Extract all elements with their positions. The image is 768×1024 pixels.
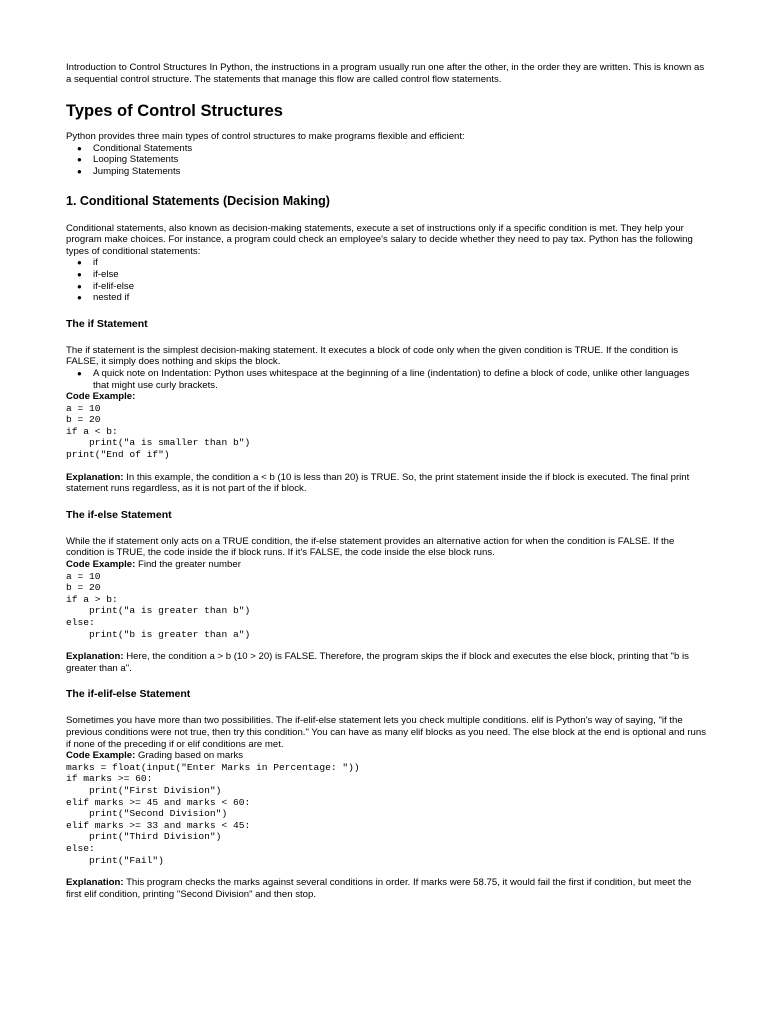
code-block: marks = float(input("Enter Marks in Percentage: ")) if marks >= 60: print("First Division") elif marks >= 45 and marks < 60: print("Second Division") elif marks >= 33 and marks < 45: print("Third Division") else: print("Fail"): [66, 761, 360, 866]
code-example-line: [66, 559, 706, 571]
code-example-description: Find the greater number: [135, 559, 241, 571]
explanation-text: Here, the condition a > b (10 > 20) is FALSE. Therefore, the program skips the if block and executes the else block, printing that "b is greater than a".: [66, 651, 689, 674]
code-block: a = 10 b = 20 if a > b: print("a is greater than b") else: print("b is greater than a"): [66, 570, 251, 640]
code-example-label: Code Example:: [66, 559, 136, 571]
types-list: [66, 143, 706, 178]
conditional-types-list: [66, 257, 706, 303]
explanation-paragraph: [66, 877, 706, 900]
conditional-heading: 1. Conditional Statements (Decision Making): [66, 193, 330, 208]
intro-paragraph: Introduction to Control Structures In Python, the instructions in a program usually run one after the other, in the order they are written. This is known as a sequential control structure. The statements that manage this flow are called control flow statements.: [66, 62, 705, 85]
if-elif-else-heading: The if-elif-else Statement: [66, 688, 191, 701]
list-item: ● if-else: [93, 269, 706, 281]
list-item: ● Looping Statements: [93, 154, 706, 166]
code-example-label: Code Example:: [66, 391, 136, 403]
if-statement-heading: The if Statement: [66, 317, 148, 330]
indentation-note: ● A quick note on Indentation: Python uses whitespace at the beginning of a line (indentation) to define a block of code, unlike other languages that might use curly brackets.: [93, 368, 706, 391]
types-heading: Types of Control Structures: [66, 102, 283, 121]
code-example-line: [66, 750, 706, 762]
explanation-label: Explanation:: [66, 877, 124, 889]
list-item: ● Conditional Statements: [93, 143, 706, 155]
if-else-heading: The if-else Statement: [66, 508, 172, 521]
explanation-label: Explanation:: [66, 471, 124, 483]
code-example-label: Code Example:: [66, 750, 136, 762]
types-paragraph: Python provides three main types of control structures to make programs flexible and efficient:: [66, 131, 465, 143]
conditional-paragraph: Conditional statements, also known as decision-making statements, execute a set of instructions only if a specific condition is met. They help your program make choices. For instance, a program could check an employee's salary to decide whether they need to pay tax. Python has the following types of conditional statements:: [66, 222, 693, 257]
if-elif-else-paragraph: Sometimes you have more than two possibilities. The if-elif-else statement lets you check multiple conditions. elif is Python's way of saying, "if the previous conditions were not true, then try this condition." You can have as many elif blocks as you need. The else block at the end is optional and runs if none of the preceding if or elif conditions are met.: [66, 715, 707, 750]
if-statement-paragraph: The if statement is the simplest decision-making statement. It executes a block of code only when the given condition is TRUE. If the condition is FALSE, it simply does nothing and skips the block.: [66, 344, 678, 368]
list-item: ● if: [93, 257, 706, 269]
code-example-description: Grading based on marks: [135, 750, 244, 762]
explanation-paragraph: [66, 472, 706, 495]
code-example-line: [66, 391, 706, 403]
explanation-paragraph: [66, 651, 706, 674]
list-item: ● Jumping Statements: [93, 166, 706, 178]
document-page: [66, 62, 706, 900]
list-item: ● if-elif-else: [93, 281, 706, 293]
explanation-text: This program checks the marks against several conditions in order. If marks were 58.75, it would fail the first if condition, but meet the first elif condition, printing "Second Division" and then stop.: [66, 877, 692, 900]
explanation-text: In this example, the condition a < b (10 is less than 20) is TRUE. So, the print statement inside the if block is executed. The final print statement runs regardless, as it is not part of the if block.: [66, 471, 690, 495]
indentation-note-list: [66, 368, 706, 391]
explanation-label: Explanation:: [66, 651, 124, 663]
code-block: a = 10 b = 20 if a < b: print("a is smaller than b") print("End of if"): [66, 402, 251, 461]
if-else-paragraph: While the if statement only acts on a TRUE condition, the if-else statement provides an alternative action for when the condition is FALSE. If the condition is TRUE, the code inside the if block runs. If it's FALSE, the code inside the else block runs.: [66, 535, 675, 559]
list-item: ● nested if: [93, 292, 706, 304]
